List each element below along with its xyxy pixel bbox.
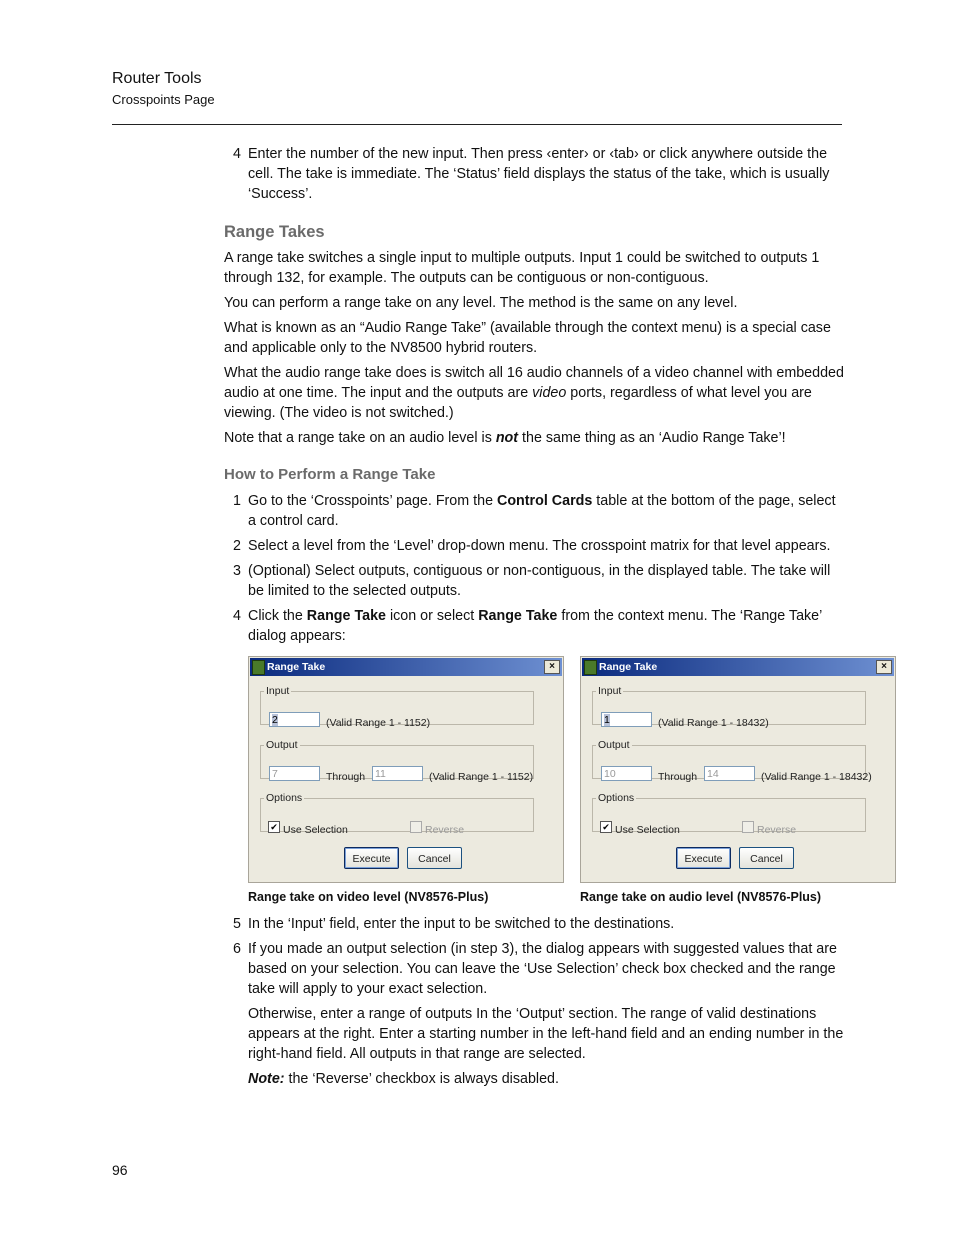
- dialog-figures: [224, 652, 887, 914]
- step-number: 4: [233, 608, 241, 624]
- how-to-step-4: [224, 606, 844, 646]
- figure-video-level: [248, 656, 566, 907]
- output-legend: Output: [598, 739, 630, 751]
- dialog-titlebar: [250, 658, 562, 676]
- step-number: 1: [233, 493, 241, 509]
- input-group: [260, 681, 534, 729]
- header-divider: [112, 124, 842, 125]
- how-to-step-1: [224, 491, 844, 531]
- p4-emphasis: video: [532, 385, 567, 401]
- input-field[interactable]: [269, 712, 320, 727]
- input-legend: Input: [598, 685, 622, 697]
- step-text: In the ‘Input’ field, enter the input to be switched to the destinations.: [248, 916, 675, 932]
- step-6-followup: Otherwise, enter a range of outputs In the ‘Output’ section. The range of valid destinations appears at the right. Enter a starting number in the left-hand field and an ending number in the right-hand field. All outputs in that range are selected.: [248, 1006, 844, 1062]
- figure-audio-level: [580, 656, 898, 907]
- step-text: [248, 491, 844, 531]
- p4-text-a: What the audio range take does is switch all 16 audio channels of a video channel with embedded audio at one time. The input and the outputs are: [224, 365, 844, 401]
- options-group: [260, 788, 534, 836]
- app-icon: [584, 660, 597, 675]
- reverse-label: Reverse: [425, 824, 465, 836]
- reverse-checkbox[interactable]: [742, 821, 754, 833]
- input-value: 1: [604, 714, 610, 726]
- p5-text-b: the same thing as an ‘Audio Range Take’!: [518, 430, 786, 446]
- use-selection-checkbox[interactable]: ✔: [268, 821, 280, 833]
- range-takes-heading: Range Takes: [224, 223, 325, 241]
- range-takes-p3: What is known as an “Audio Range Take” (available through the context menu) is a special case and applicable only to the NV8500 hybrid routers.: [224, 320, 831, 356]
- output-from-field[interactable]: 7: [269, 766, 320, 781]
- step4-text-c: from the context menu. The ‘Range Take’ dialog appears:: [248, 608, 822, 644]
- output-group: [592, 735, 872, 783]
- page-content: [224, 144, 887, 1094]
- how-to-step-6: [224, 939, 844, 1089]
- range-takes-p4: [224, 363, 844, 423]
- how-to-heading: How to Perform a Range Take: [224, 466, 436, 483]
- use-selection-label: Use Selection: [283, 824, 348, 836]
- use-selection-label: Use Selection: [615, 824, 680, 836]
- p4-text-b: ports, regardless of what level you are viewing. (The video is not switched.): [224, 385, 812, 421]
- execute-button[interactable]: Execute: [344, 847, 399, 869]
- p5-text-a: Note that a range take on an audio level is: [224, 430, 496, 446]
- use-selection-checkbox[interactable]: ✔: [600, 821, 612, 833]
- input-field[interactable]: [601, 712, 652, 727]
- step-number: 2: [233, 538, 241, 554]
- dialog-title: Range Take: [599, 661, 658, 673]
- step-number: 3: [233, 563, 241, 579]
- dialog-titlebar: [582, 658, 894, 676]
- running-header-subtitle: Crosspoints Page: [112, 92, 215, 107]
- reverse-label: Reverse: [757, 824, 797, 836]
- input-valid-range: (Valid Range 1 - 18432): [658, 717, 769, 729]
- through-label: Through: [326, 771, 366, 783]
- output-to-field[interactable]: 14: [704, 766, 755, 781]
- note-label: Note:: [248, 1071, 285, 1087]
- range-take-dialog: [248, 656, 564, 883]
- range-takes-p5: [224, 428, 844, 448]
- through-label: Through: [658, 771, 698, 783]
- cancel-button[interactable]: Cancel: [407, 847, 462, 869]
- step4-text-a: Click the: [248, 608, 307, 624]
- p5-emphasis: not: [495, 430, 519, 446]
- output-from-field[interactable]: 10: [601, 766, 652, 781]
- running-header-title: Router Tools: [112, 70, 202, 87]
- step-text: [248, 606, 844, 646]
- app-icon: [252, 660, 265, 675]
- figure-caption: Range take on audio level (NV8576-Plus): [580, 890, 822, 904]
- step-number: 5: [233, 916, 241, 932]
- figure-caption: Range take on video level (NV8576-Plus): [248, 890, 489, 904]
- page-number: 96: [112, 1162, 128, 1178]
- output-to-field[interactable]: 11: [372, 766, 423, 781]
- range-takes-p1: A range take switches a single input to multiple outputs. Input 1 could be switched to outputs 1 through 132, for example. The outputs can be contiguous or non-contiguous.: [224, 250, 820, 286]
- how-to-step-3: [224, 561, 844, 601]
- note-paragraph: [248, 1069, 844, 1089]
- output-valid-range: (Valid Range 1 - 1152): [429, 771, 534, 783]
- dialog-title: Range Take: [267, 661, 326, 673]
- step4-bold-1: Range Take: [306, 608, 386, 624]
- step-text: Select a level from the ‘Level’ drop-down menu. The crosspoint matrix for that level appears.: [248, 538, 831, 554]
- range-take-dialog: [580, 656, 896, 883]
- step-number: 4: [233, 146, 241, 162]
- output-legend: Output: [266, 739, 298, 751]
- execute-button[interactable]: Execute: [676, 847, 731, 869]
- output-group: [260, 735, 534, 783]
- input-valid-range: (Valid Range 1 - 1152): [326, 717, 431, 729]
- step1-text-b: table at the bottom of the page, select a control card.: [248, 493, 836, 529]
- input-legend: Input: [266, 685, 290, 697]
- input-value: 2: [272, 714, 278, 726]
- reverse-checkbox[interactable]: [410, 821, 422, 833]
- how-to-step-2: [224, 536, 844, 556]
- how-to-step-5: [224, 914, 844, 934]
- options-legend: Options: [266, 792, 303, 804]
- step-text: If you made an output selection (in step 3), the dialog appears with suggested values that are based on your selection. You can leave the ‘Use Selection’ check box checked and the range take will apply to your exact selection.: [248, 941, 837, 997]
- cancel-button[interactable]: Cancel: [739, 847, 794, 869]
- note-text: the ‘Reverse’ checkbox is always disabled.: [284, 1071, 559, 1087]
- step4-bold-2: Range Take: [478, 608, 558, 624]
- options-group: [592, 788, 866, 836]
- step1-bold: Control Cards: [497, 493, 593, 509]
- close-button[interactable]: ×: [544, 660, 560, 674]
- close-button[interactable]: ×: [876, 660, 892, 674]
- step-text: Enter the number of the new input. Then press ‹enter› or ‹tab› or click anywhere outside the cell. The take is immediate. The ‘Status’ field displays the status of the take, which is usually ‘Success’.: [248, 146, 830, 202]
- step4-text-b: icon or select: [386, 608, 479, 624]
- range-takes-p2: You can perform a range take on any level. The method is the same on any level.: [224, 295, 738, 311]
- output-valid-range: (Valid Range 1 - 18432): [761, 771, 872, 783]
- intro-step: [224, 144, 844, 204]
- step-text: (Optional) Select outputs, contiguous or non-contiguous, in the displayed table. The take will be limited to the selected outputs.: [248, 563, 831, 599]
- step1-text-a: Go to the ‘Crosspoints’ page. From the: [248, 493, 497, 509]
- options-legend: Options: [598, 792, 635, 804]
- step-number: 6: [233, 941, 241, 957]
- input-group: [592, 681, 866, 729]
